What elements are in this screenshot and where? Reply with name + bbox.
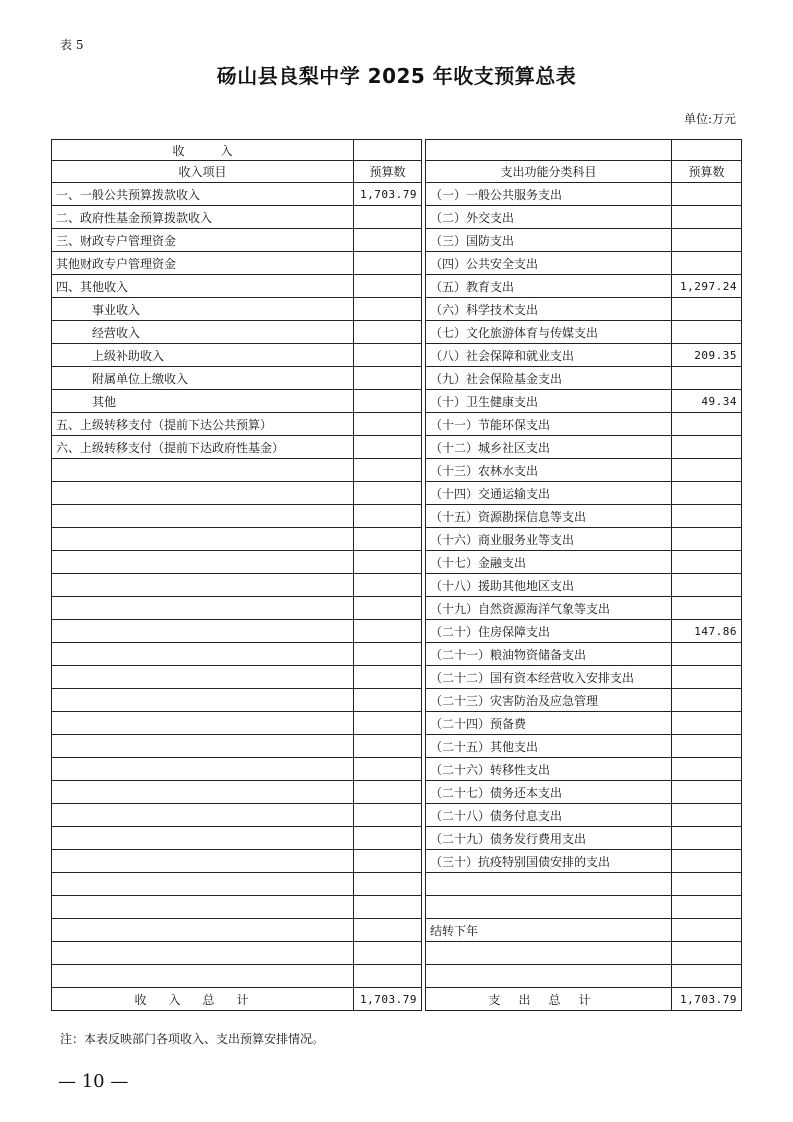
expense-item-cell <box>426 873 672 896</box>
income-amount-cell <box>354 896 422 919</box>
expense-amount-cell <box>672 505 742 528</box>
expense-amount-cell <box>672 252 742 275</box>
expense-item-cell: （二）外交支出 <box>426 206 672 229</box>
table-row <box>52 528 742 551</box>
expense-item-cell: （二十七）债务还本支出 <box>426 781 672 804</box>
expense-item-cell: 结转下年 <box>426 919 672 942</box>
table-row <box>52 896 742 919</box>
header-row-group <box>52 140 742 161</box>
income-item-cell: 三、财政专户管理资金 <box>52 229 354 252</box>
income-item-cell: 附属单位上缴收入 <box>52 367 354 390</box>
income-amount-cell <box>354 551 422 574</box>
income-item-cell <box>52 735 354 758</box>
expense-amount-cell <box>672 183 742 206</box>
table-row <box>52 804 742 827</box>
table-row <box>52 712 742 735</box>
table-row <box>52 689 742 712</box>
table-row <box>52 574 742 597</box>
expense-amount-cell <box>672 206 742 229</box>
expense-amount-cell <box>672 873 742 896</box>
expense-amount-cell <box>672 482 742 505</box>
page-number: — 10 — <box>58 1071 129 1092</box>
income-item-cell <box>52 597 354 620</box>
income-amount-cell <box>354 505 422 528</box>
income-item-cell <box>52 896 354 919</box>
table-row <box>52 597 742 620</box>
table-row <box>52 666 742 689</box>
income-amount-cell <box>354 413 422 436</box>
table-row <box>52 942 742 965</box>
page-title: 砀山县良梨中学 2025 年收支预算总表 <box>216 64 577 88</box>
table-row <box>52 183 742 206</box>
income-item-cell <box>52 620 354 643</box>
income-item-cell <box>52 873 354 896</box>
income-item-cell: 一、一般公共预算拨款收入 <box>52 183 354 206</box>
table-row <box>52 413 742 436</box>
footnote: 注：本表反映部门各项收入、支出预算安排情况。 <box>60 1032 325 1046</box>
expense-amount-cell <box>672 643 742 666</box>
income-amount-cell <box>354 367 422 390</box>
table-row <box>52 735 742 758</box>
income-item-cell <box>52 850 354 873</box>
expense-amount-cell <box>672 666 742 689</box>
expense-item-cell: （十七）金融支出 <box>426 551 672 574</box>
income-amount-cell <box>354 482 422 505</box>
income-item-cell <box>52 505 354 528</box>
income-item-cell <box>52 666 354 689</box>
income-amount-cell <box>354 919 422 942</box>
income-amount-cell <box>354 942 422 965</box>
expense-amount-cell: 209.35 <box>672 344 742 367</box>
expense-amount-cell <box>672 850 742 873</box>
expense-item-cell: （十八）援助其他地区支出 <box>426 574 672 597</box>
income-item-cell: 四、其他收入 <box>52 275 354 298</box>
expense-item-cell: （一）一般公共服务支出 <box>426 183 672 206</box>
expense-item-cell: （十一）节能环保支出 <box>426 413 672 436</box>
income-amount-cell <box>354 643 422 666</box>
income-item-cell <box>52 482 354 505</box>
expense-amount-cell <box>672 712 742 735</box>
income-item-cell <box>52 965 354 988</box>
expense-item-cell: （二十一）粮油物资储备支出 <box>426 643 672 666</box>
income-amount-cell <box>354 781 422 804</box>
expense-amount-cell <box>672 574 742 597</box>
table-row <box>52 781 742 804</box>
expense-item-cell: （二十六）转移性支出 <box>426 758 672 781</box>
expense-item-cell: （二十九）债务发行费用支出 <box>426 827 672 850</box>
expense-item-cell: （十五）资源勘探信息等支出 <box>426 505 672 528</box>
header-row-columns <box>52 161 742 183</box>
income-amount-cell <box>354 689 422 712</box>
income-amount-cell <box>354 597 422 620</box>
table-label: 表 5 <box>60 38 84 52</box>
income-item-cell <box>52 712 354 735</box>
table-row <box>52 482 742 505</box>
table-row <box>52 873 742 896</box>
expense-item-cell: （二十三）灾害防治及应急管理 <box>426 689 672 712</box>
header-empty-cell <box>672 140 742 161</box>
income-item-cell: 五、上级转移支付（提前下达公共预算） <box>52 413 354 436</box>
expense-item-cell: （二十）住房保障支出 <box>426 620 672 643</box>
expense-item-cell: （十）卫生健康支出 <box>426 390 672 413</box>
income-item-cell <box>52 643 354 666</box>
table-row <box>52 827 742 850</box>
expense-item-cell: （二十五）其他支出 <box>426 735 672 758</box>
income-amount-cell <box>354 574 422 597</box>
expense-amount-cell <box>672 229 742 252</box>
income-amount-header: 预算数 <box>354 161 422 183</box>
income-item-cell <box>52 942 354 965</box>
income-amount-cell <box>354 206 422 229</box>
expense-amount-cell <box>672 298 742 321</box>
table-row <box>52 252 742 275</box>
income-amount-cell <box>354 459 422 482</box>
expense-amount-cell <box>672 804 742 827</box>
expense-item-cell: （三十）抗疫特别国债安排的支出 <box>426 850 672 873</box>
table-row <box>52 229 742 252</box>
income-item-cell <box>52 574 354 597</box>
income-amount-cell <box>354 298 422 321</box>
table-row <box>52 206 742 229</box>
income-amount-cell <box>354 436 422 459</box>
table-row <box>52 919 742 942</box>
income-item-cell <box>52 689 354 712</box>
expense-amount-cell: 1,297.24 <box>672 275 742 298</box>
income-item-header: 收入项目 <box>52 161 354 183</box>
income-item-cell: 其他财政专户管理资金 <box>52 252 354 275</box>
expense-amount-cell <box>672 597 742 620</box>
expense-item-cell: （九）社会保险基金支出 <box>426 367 672 390</box>
income-amount-cell <box>354 390 422 413</box>
header-empty-cell <box>426 140 672 161</box>
expense-item-cell: （十九）自然资源海洋气象等支出 <box>426 597 672 620</box>
expense-amount-cell <box>672 758 742 781</box>
expense-item-cell: （二十八）债务付息支出 <box>426 804 672 827</box>
expense-amount-cell <box>672 528 742 551</box>
table-row <box>52 459 742 482</box>
income-amount-cell <box>354 229 422 252</box>
income-amount-cell <box>354 804 422 827</box>
expense-amount-cell <box>672 827 742 850</box>
income-item-cell <box>52 827 354 850</box>
income-amount-cell <box>354 827 422 850</box>
expense-item-cell <box>426 942 672 965</box>
expense-item-cell: （六）科学技术支出 <box>426 298 672 321</box>
income-amount-cell <box>354 850 422 873</box>
table-row <box>52 551 742 574</box>
unit-label: 单位:万元 <box>683 112 736 126</box>
income-total-label: 收入总计 <box>52 988 354 1011</box>
income-amount-cell <box>354 620 422 643</box>
expense-amount-cell <box>672 367 742 390</box>
expense-item-cell: （五）教育支出 <box>426 275 672 298</box>
income-item-cell <box>52 781 354 804</box>
income-amount-cell <box>354 275 422 298</box>
income-amount-cell <box>354 252 422 275</box>
income-item-cell <box>52 919 354 942</box>
expense-amount-cell: 147.86 <box>672 620 742 643</box>
expense-amount-cell <box>672 965 742 988</box>
expense-amount-cell <box>672 735 742 758</box>
expense-item-cell: （十三）农林水支出 <box>426 459 672 482</box>
income-total-amount: 1,703.79 <box>354 988 422 1011</box>
income-item-cell: 经营收入 <box>52 321 354 344</box>
income-amount-cell <box>354 873 422 896</box>
expense-amount-cell <box>672 919 742 942</box>
expense-item-cell: （二十二）国有资本经营收入安排支出 <box>426 666 672 689</box>
income-amount-cell <box>354 321 422 344</box>
expense-total-label: 支出总计 <box>426 988 672 1011</box>
table-row <box>52 643 742 666</box>
income-item-cell <box>52 551 354 574</box>
expense-item-cell: （十二）城乡社区支出 <box>426 436 672 459</box>
expense-amount-cell <box>672 413 742 436</box>
income-amount-cell <box>354 666 422 689</box>
table-row <box>52 321 742 344</box>
table-row <box>52 344 742 367</box>
table-row <box>52 850 742 873</box>
totals-row <box>52 988 742 1011</box>
income-item-cell: 事业收入 <box>52 298 354 321</box>
expense-item-cell: （十六）商业服务业等支出 <box>426 528 672 551</box>
income-amount-cell <box>354 758 422 781</box>
expense-item-cell <box>426 965 672 988</box>
income-item-cell: 上级补助收入 <box>52 344 354 367</box>
table-row <box>52 367 742 390</box>
income-amount-cell <box>354 344 422 367</box>
expense-item-header: 支出功能分类科目 <box>426 161 672 183</box>
expense-item-cell: （八）社会保障和就业支出 <box>426 344 672 367</box>
income-amount-cell <box>354 712 422 735</box>
income-item-cell <box>52 758 354 781</box>
table-row <box>52 758 742 781</box>
expense-item-cell: （三）国防支出 <box>426 229 672 252</box>
income-item-cell <box>52 804 354 827</box>
income-item-cell <box>52 459 354 482</box>
expense-amount-cell <box>672 689 742 712</box>
income-item-cell: 六、上级转移支付（提前下达政府性基金） <box>52 436 354 459</box>
table-row <box>52 436 742 459</box>
expense-item-cell: （十四）交通运输支出 <box>426 482 672 505</box>
income-item-cell <box>52 528 354 551</box>
expense-item-cell: （二十四）预备费 <box>426 712 672 735</box>
expense-amount-cell <box>672 942 742 965</box>
income-item-cell: 二、政府性基金预算拨款收入 <box>52 206 354 229</box>
expense-item-cell: （四）公共安全支出 <box>426 252 672 275</box>
income-group-header: 收 入 <box>52 140 354 161</box>
header-empty-cell <box>354 140 422 161</box>
income-amount-cell <box>354 528 422 551</box>
income-amount-cell <box>354 965 422 988</box>
expense-amount-cell <box>672 781 742 804</box>
expense-amount-cell <box>672 321 742 344</box>
income-amount-cell: 1,703.79 <box>354 183 422 206</box>
table-row <box>52 390 742 413</box>
table-row <box>52 505 742 528</box>
expense-total-amount: 1,703.79 <box>672 988 742 1011</box>
table-row <box>52 275 742 298</box>
expense-amount-cell: 49.34 <box>672 390 742 413</box>
table-row <box>52 620 742 643</box>
expense-amount-header: 预算数 <box>672 161 742 183</box>
table-row <box>52 298 742 321</box>
expense-amount-cell <box>672 459 742 482</box>
expense-item-cell: （七）文化旅游体育与传媒支出 <box>426 321 672 344</box>
income-amount-cell <box>354 735 422 758</box>
table-row <box>52 965 742 988</box>
expense-amount-cell <box>672 551 742 574</box>
income-item-cell: 其他 <box>52 390 354 413</box>
expense-amount-cell <box>672 896 742 919</box>
budget-table <box>51 139 742 1011</box>
expense-amount-cell <box>672 436 742 459</box>
expense-item-cell <box>426 896 672 919</box>
